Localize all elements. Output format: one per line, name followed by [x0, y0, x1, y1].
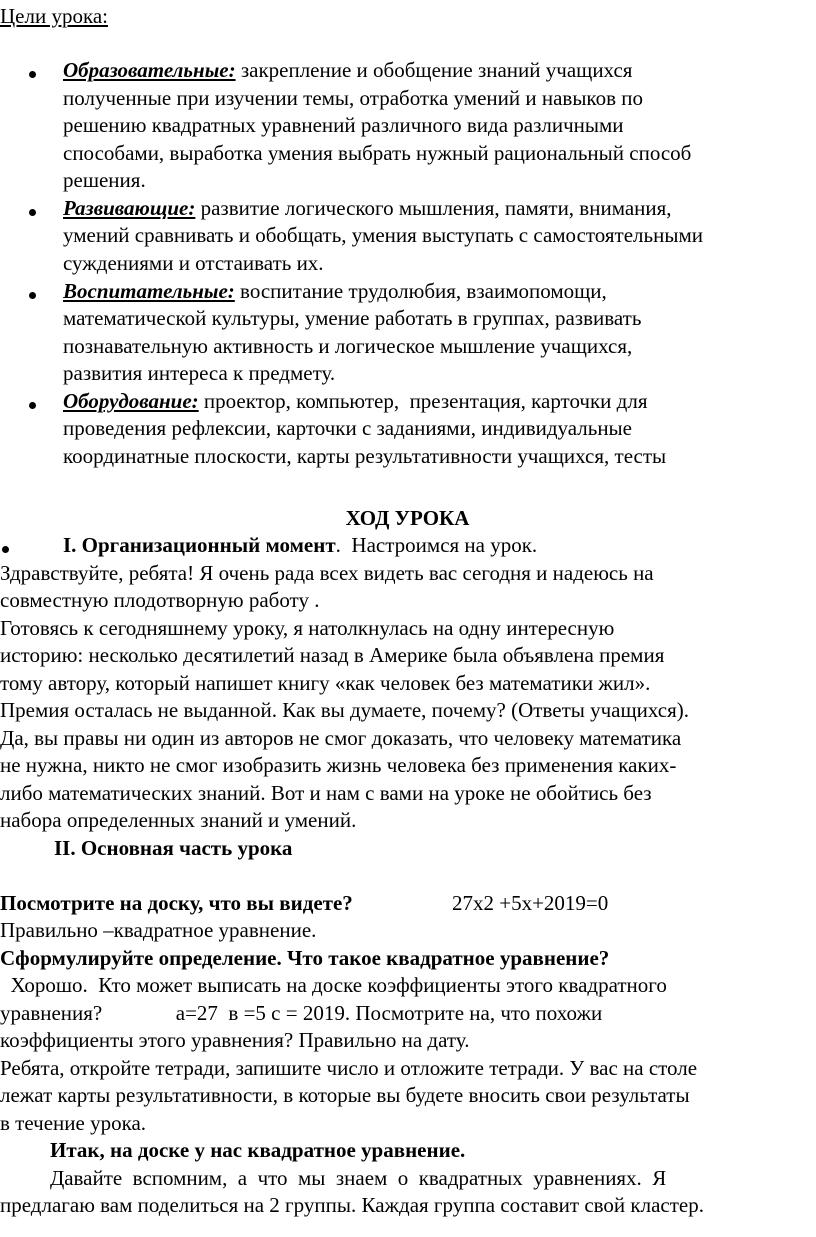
paragraph-line: лежат карты результативности, в которые вы будете вносить свои результаты — [0, 1083, 690, 1107]
goal-item-developing — [63, 195, 672, 222]
section-1-heading — [63, 532, 537, 559]
goal-text: суждениями и отстаивать их. — [63, 251, 324, 275]
goal-text: закрепление и обобщение знаний учащихся — [235, 58, 633, 82]
goal-text: математической культуры, умение работать в группах, развивать — [63, 306, 642, 330]
paragraph-line: Премия осталась не выданной. Как вы думаете, почему? (Ответы учащихся). — [0, 698, 690, 722]
goal-item-upbringing — [63, 278, 607, 305]
goal-text: проведения рефлексии, карточки с заданиями, индивидуальные — [63, 416, 632, 440]
paragraph-line: Ребята, откройте тетради, запишите число и отложите тетради. У вас на столе — [0, 1056, 698, 1080]
goal-label: Оборудование: — [63, 389, 199, 413]
paragraph-line: уравнения? а=27 в =5 с = 2019. Посмотрите на, что похожи — [0, 1001, 603, 1025]
goal-text: проектор, компьютер, презентация, карточки для — [198, 389, 648, 413]
goal-text: способами, выработка умения выбрать нужный рациональный способ — [63, 141, 692, 165]
paragraph-line: тому автору, который напишет книгу «как человек без математики жил». — [0, 671, 651, 695]
bullet-icon — [29, 71, 36, 78]
bullet-icon — [2, 546, 9, 553]
goal-text: полученные при изучении темы, отработка умений и навыков по — [63, 86, 643, 110]
paragraph-line: совместную плодотворную работу . — [0, 588, 320, 612]
paragraph-line: Здравствуйте, ребята! Я очень рада всех видеть вас сегодня и надеюсь на — [0, 561, 654, 585]
answer-line: Правильно –квадратное уравнение. — [0, 918, 317, 942]
paragraph-line: Хорошо. Кто может выписать на доске коэффициенты этого квадратного — [0, 973, 667, 997]
goal-text: координатные плоскости, карты результативности учащихся, тесты — [63, 444, 667, 468]
goal-label: Воспитательные: — [63, 279, 235, 303]
paragraph-line: Готовясь к сегодняшнему уроку, я натолкнулась на одну интересную — [0, 616, 615, 640]
paragraph-line: в течение урока. — [0, 1111, 147, 1135]
paragraph-line: коэффициенты этого уравнения? Правильно на дату. — [0, 1028, 470, 1052]
board-statement: Итак, на доске у нас квадратное уравнение. — [50, 1138, 466, 1162]
bullet-icon — [29, 402, 36, 409]
goal-text: познавательную активность и логическое мышление учащихся, — [63, 334, 633, 358]
goal-text: умений сравнивать и обобщать, умения выступать с самостоятельными — [63, 223, 703, 247]
equation: 27х2 +5х+2019=0 — [452, 891, 609, 915]
question-definition: Сформулируйте определение. Что такое квадратное уравнение? — [0, 946, 610, 970]
paragraph-line: не нужна, никто не смог изобразить жизнь человека без применения каких- — [0, 753, 677, 777]
bullet-icon — [29, 209, 36, 216]
goal-item-educational — [63, 57, 632, 84]
paragraph-line: Да, вы правы ни один из авторов не смог доказать, что человеку математика — [0, 726, 682, 750]
paragraph-line: набора определенных знаний и умений. — [0, 808, 357, 832]
section-1-subtitle: . Настроимся на урок. — [335, 533, 538, 557]
goal-item-equipment — [63, 388, 648, 415]
paragraph-line: Давайте вспомним, а что мы знаем о квадратных уравнениях. Я — [49, 1166, 667, 1190]
paragraph-line: историю: несколько десятилетий назад в Америке была объявлена премия — [0, 643, 665, 667]
lesson-title: ХОД УРОКА — [345, 506, 470, 530]
goal-text: развития интереса к предмету. — [63, 361, 336, 385]
section-2-title: II. Основная часть урока — [54, 836, 293, 860]
goal-text: воспитание трудолюбия, взаимопомощи, — [234, 279, 607, 303]
paragraph-line: предлагаю вам поделиться на 2 группы. Каждая группа составит свой кластер. — [0, 1193, 704, 1217]
bullet-icon — [29, 292, 36, 299]
question-board: Посмотрите на доску, что вы видете? — [0, 891, 353, 915]
goal-text: решения. — [63, 168, 146, 192]
goals-heading: Цели урока: — [0, 4, 108, 28]
goal-label: Образовательные: — [63, 58, 236, 82]
goal-label: Развивающие: — [63, 196, 196, 220]
section-1-title: I. Организационный момент — [63, 533, 336, 557]
goal-text: решению квадратных уравнений различного вида различными — [63, 113, 624, 137]
goal-text: развитие логического мышления, памяти, внимания, — [195, 196, 672, 220]
paragraph-line: либо математических знаний. Вот и нам с вами на уроке не обойтись без — [0, 781, 652, 805]
